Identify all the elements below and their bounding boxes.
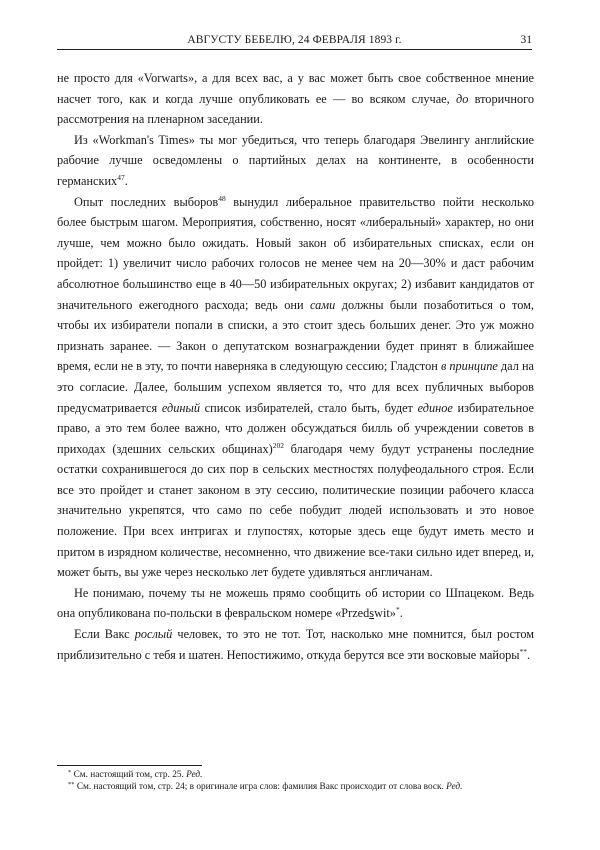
- footnote: * См. настоящий том, стр. 25. Ред.: [68, 769, 203, 780]
- note-ref: 47: [117, 172, 125, 182]
- footnote-ref: *: [395, 605, 400, 615]
- emphasis: единый: [161, 400, 200, 415]
- footnotes: [57, 769, 534, 793]
- emphasis: сами: [310, 297, 336, 312]
- header-title: АВГУСТУ БЕБЕЛЮ, 24 ФЕВРАЛЯ 1893 г.: [187, 34, 402, 46]
- emphasis: рослый: [134, 627, 173, 642]
- note-ref: 48: [218, 193, 226, 203]
- running-header: [57, 33, 532, 50]
- underlined-letter: s: [369, 606, 375, 621]
- footnote-divider: [57, 765, 202, 766]
- emphasis: в принципе: [440, 359, 498, 374]
- paragraph: Из «Workman's Times» ты мог убедиться, что теперь благодаря Эвелингу английские рабочие лучше осведомлены о партийных делах на континенте, в особенности германских$^{47}$.: [57, 132, 534, 188]
- emphasis: до: [455, 91, 469, 106]
- body-text: [57, 68, 534, 665]
- emphasis: единое: [417, 400, 453, 415]
- paragraph: не просто для «Vorwarts», а для всех вас, а у вас может быть свое собственное мнение насчет того, как и когда лучше опубликовать ее — во всяком случае, до вторичного рассмотрения на пленарном заседании.: [57, 71, 534, 127]
- paragraph: Не понимаю, почему ты не можешь прямо сообщить об истории со Шпацеком. Ведь она опубликована по-польски в февральском номере «Przedswit»*.: [57, 585, 534, 621]
- note-ref: 202: [272, 440, 284, 450]
- paragraph: Если Вакс рослый человек, то это не тот. Тот, насколько мне помнится, был ростом приблизительно с тебя и шатен. Непостижимо, откуда берутся все эти восковые майоры**.: [57, 627, 535, 662]
- footnote-ref: **: [519, 646, 528, 656]
- footnote: ** См. настоящий том, стр. 24; в оригинале игра слов: фамилия Вакс происходит от слова воск. Ред.: [68, 781, 463, 793]
- page-number: 31: [520, 34, 532, 46]
- paragraph: Опыт последних выборов$^{48}$ вынудил либеральное правительство пойти несколько более быстрым шагом. Мероприятия, собственно, носят «либеральный» характер, но они лучше, чем можно было ожидать. Новый закон об избирательных списках, если он пройдет: 1) увеличит число рабочих голосов не менее чем на 20—30% и даст рабочим абсолютное большинство еще в 40—50 избирательных округах; 2) избавит кандидатов от значительного ежегодного расхода; ведь они сами должны были позаботиться о том, чтобы их избиратели попали в списки, а это стоит здесь больших денег. Это уж можно признать заранее. — Закон о депутатском вознаграждении будет принят в ближайшее время, если не в эту, то почти наверняка в следующую сессию; Гладстон в принципе дал на это согласие. Далее, большим успехом является то, что для всех публичных выборов предусматривается единый список избирателей, стало быть, будет единое избирательное право, а это тем более важно, что должен обсуждаться билль об учреждении советов в приходах (здешних сельских общинах)$^{202}$ благодаря чему будут устранены последние остатки сохранившегося до сих пор в сельских местностях полуфеодального строя. Если все это пройдет и станет законом в эту сессию, политические позиции рабочего класса значительно укрепятся, что само по себе побудит людей использовать и это новое положение. При всех интригах и глупостях, которые здесь еще будут иметь место и притом в изрядном количестве, несомненно, что движение все-таки сильно идет вперед, и, может быть, вы уже через несколько лет будете удивляться англичанам.: [57, 193, 535, 580]
